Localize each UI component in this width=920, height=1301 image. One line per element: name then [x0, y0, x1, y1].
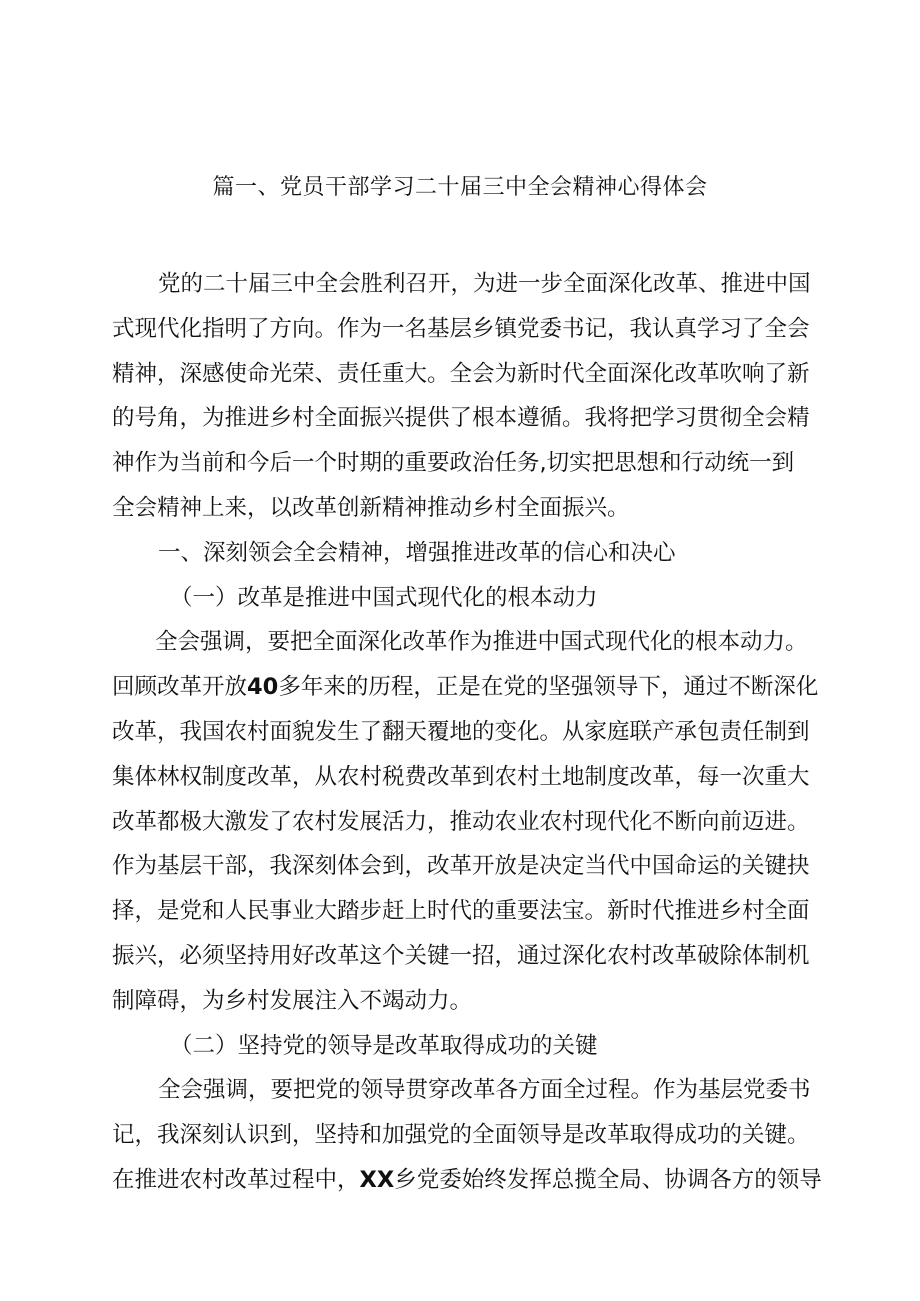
paragraph-line: 改革都极大激发了农村发展活力，推动农业农村现代化不断向前迈进。 — [112, 808, 810, 835]
text-run-bold: 40 — [247, 674, 279, 701]
paragraph-line: 的号角，为推进乡村全面振兴提供了根本遵循。我将把学习贯彻全会精 — [112, 405, 810, 432]
paragraph-line: 改革，我国农村面貌发生了翻天覆地的变化。从家庭联产承包责任制到 — [112, 718, 810, 745]
paragraph-line: 择，是党和人民事业大踏步赶上时代的重要法宝。新时代推进乡村全面 — [112, 898, 810, 925]
paragraph-line: 式现代化指明了方向。作为一名基层乡镇党委书记，我认真学习了全会 — [112, 315, 810, 342]
paragraph-line — [112, 665, 837, 710]
paragraph-line — [112, 1158, 837, 1203]
paragraph-line: 集体林权制度改革，从农村税费改革到农村土地制度改革，每一次重大 — [112, 763, 810, 790]
text-run: 在推进农村改革过程中， — [112, 1166, 360, 1193]
document-title: 篇一、党员干部学习二十届三中全会精神心得体会 — [212, 175, 708, 200]
paragraph-line: 全会强调，要把党的领导贯穿改革各方面全过程。作为基层党委书 — [158, 1077, 811, 1104]
paragraph-line: 精神，深感使命光荣、责任重大。全会为新时代全面深化改革吹响了新 — [112, 360, 810, 387]
document-body — [112, 262, 837, 1203]
paragraph-line: 全会强调，要把全面深化改革作为推进中国式现代化的根本动力。 — [155, 629, 808, 656]
section-heading: 一、深刻领会全会精神，增强推进改革的信心和决心 — [158, 539, 676, 566]
subsection-heading: （二）坚持党的领导是改革取得成功的关键 — [170, 1032, 598, 1059]
paragraph-line: 党的二十届三中全会胜利召开，为进一步全面深化改革、推进中国 — [158, 271, 811, 297]
paragraph-line: 作为基层干部，我深刻体会到，改革开放是决定当代中国命运的关键抉 — [112, 853, 810, 880]
text-run-bold: XX — [359, 1166, 395, 1193]
paragraph-line: 全会精神上来，以改革创新精神推动乡村全面振兴。 — [112, 494, 630, 521]
text-run: 回顾改革开放 — [112, 674, 248, 701]
paragraph-line: 振兴，必须坚持用好改革这个关键一招，通过深化农村改革破除体制机 — [112, 942, 810, 969]
paragraph-line: 制障碍，为乡村发展注入不竭动力。 — [112, 987, 473, 1014]
paragraph-line: 记，我深刻认识到，坚持和加强党的全面领导是改革取得成功的关键。 — [112, 1122, 810, 1149]
text-run: 乡党委始终发挥总揽全局、协调各方的领导 — [394, 1166, 822, 1193]
text-run: 多年来的历程，正是在党的坚强领导下，通过不断深化 — [278, 674, 819, 701]
subsection-heading: （一）改革是推进中国式现代化的根本动力 — [170, 584, 598, 611]
paragraph-line: 神作为当前和今后一个时期的重要政治任务,切实把思想和行动统一到 — [112, 450, 795, 477]
